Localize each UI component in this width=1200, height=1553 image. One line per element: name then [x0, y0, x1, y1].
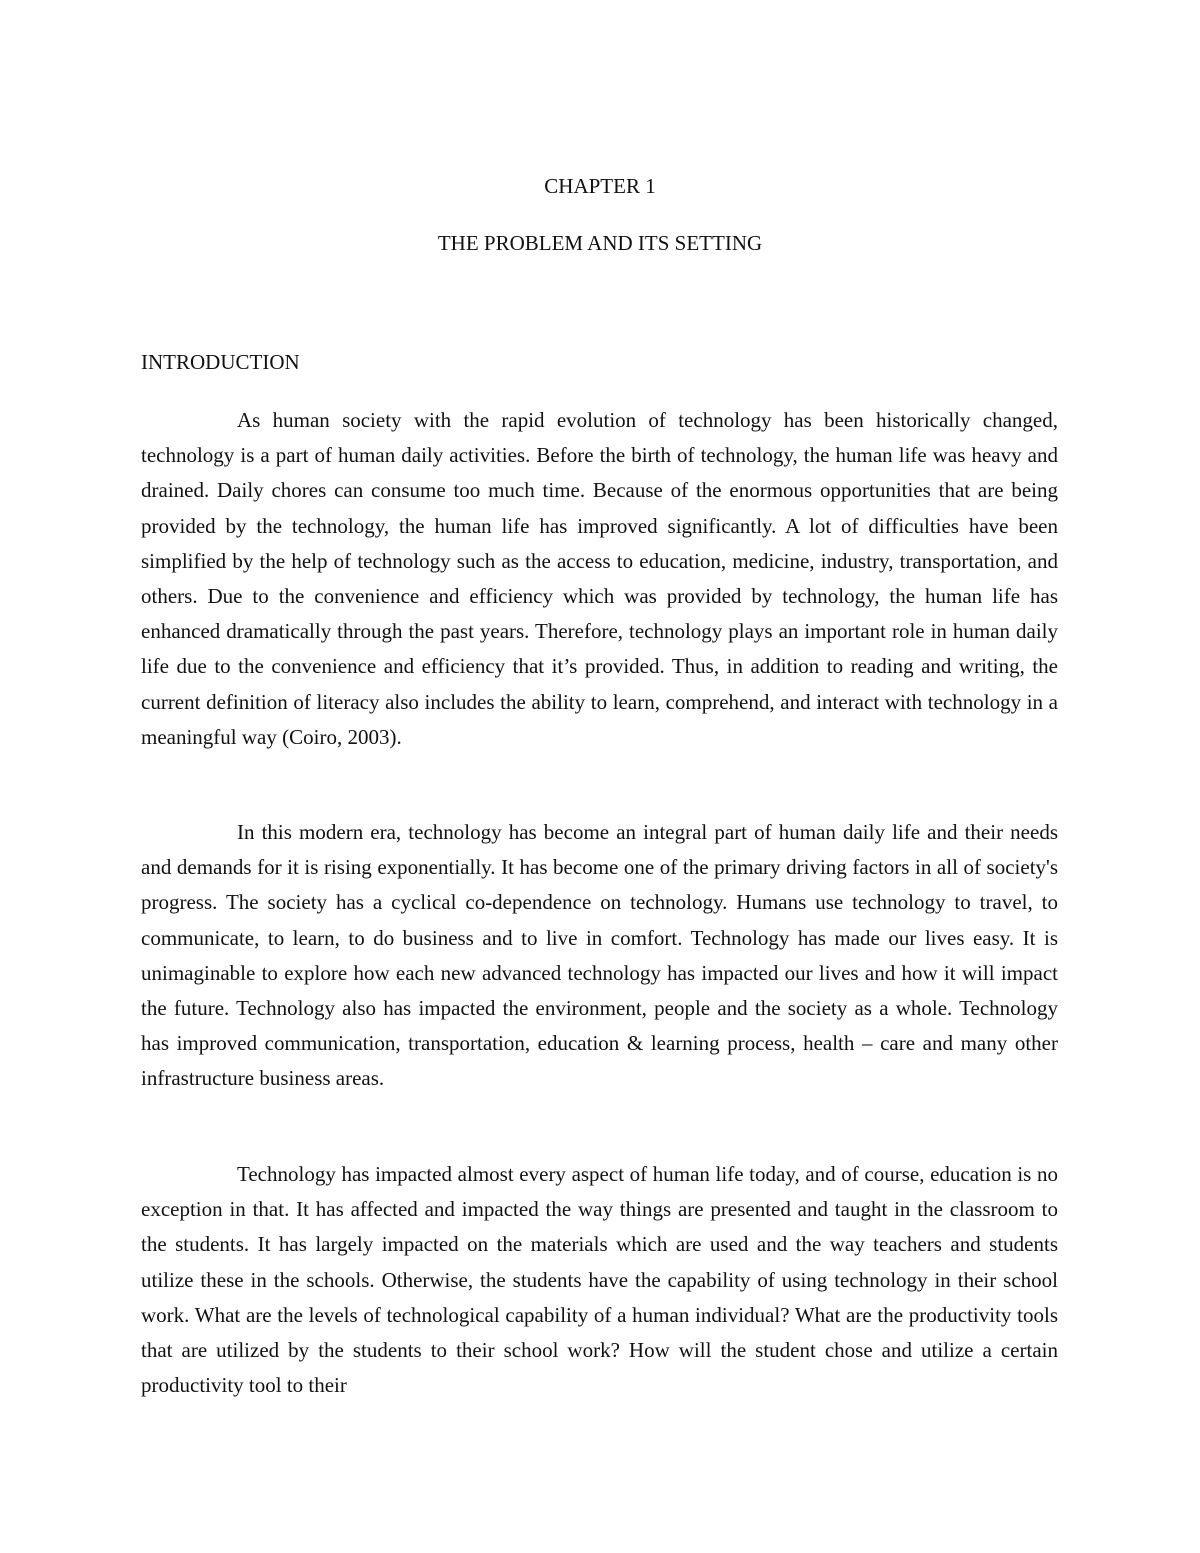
paragraph: As human society with the rapid evolution of technology has been historically changed, technology is a part of human daily activities. Before the birth of technology, the human life was heavy and drained. Daily chores can consume too much time. Because of the enormous opportunities that are being provided by the technology, the human life has improved significantly. A lot of difficulties have been simplified by the help of technology such as the access to education, medicine, industry, transportation, and others. Due to the convenience and efficiency which was provided by technology, the human life has enhanced dramatically through the past years. Therefore, technology plays an important role in human daily life due to the convenience and efficiency that it’s provided. Thus, in addition to reading and writing, the current definition of literacy also includes the ability to learn, comprehend, and interact with technology in a meaningful way (Coiro, 2003).: [141, 408, 1058, 749]
chapter-number: CHAPTER 1: [544, 174, 656, 198]
paragraph: Technology has impacted almost every aspect of human life today, and of course, education is no exception in that. It has affected and impacted the way things are presented and taught in the classroom to the students. It has largely impacted on the materials which are used and the way teachers and students utilize these in the schools. Otherwise, the students have the capability of using technology in their school work. What are the levels of technological capability of a human individual? What are the productivity tools that are utilized by the students to their school work? How will the student chose and utilize a certain productivity tool to their: [141, 1162, 1058, 1398]
section-heading: INTRODUCTION: [141, 350, 300, 374]
paragraph: In this modern era, technology has become an integral part of human daily life and their needs and demands for it is rising exponentially. It has become one of the primary driving factors in all of society's progress. The society has a cyclical co-dependence on technology. Humans use technology to travel, to communicate, to learn, to do business and to live in comfort. Technology has made our lives easy. It is unimaginable to explore how each new advanced technology has impacted our lives and how it will impact the future. Technology also has impacted the environment, people and the society as a whole. Technology has improved communication, transportation, education & learning process, health – care and many other infrastructure business areas.: [141, 820, 1058, 1091]
chapter-title: THE PROBLEM AND ITS SETTING: [437, 231, 763, 255]
